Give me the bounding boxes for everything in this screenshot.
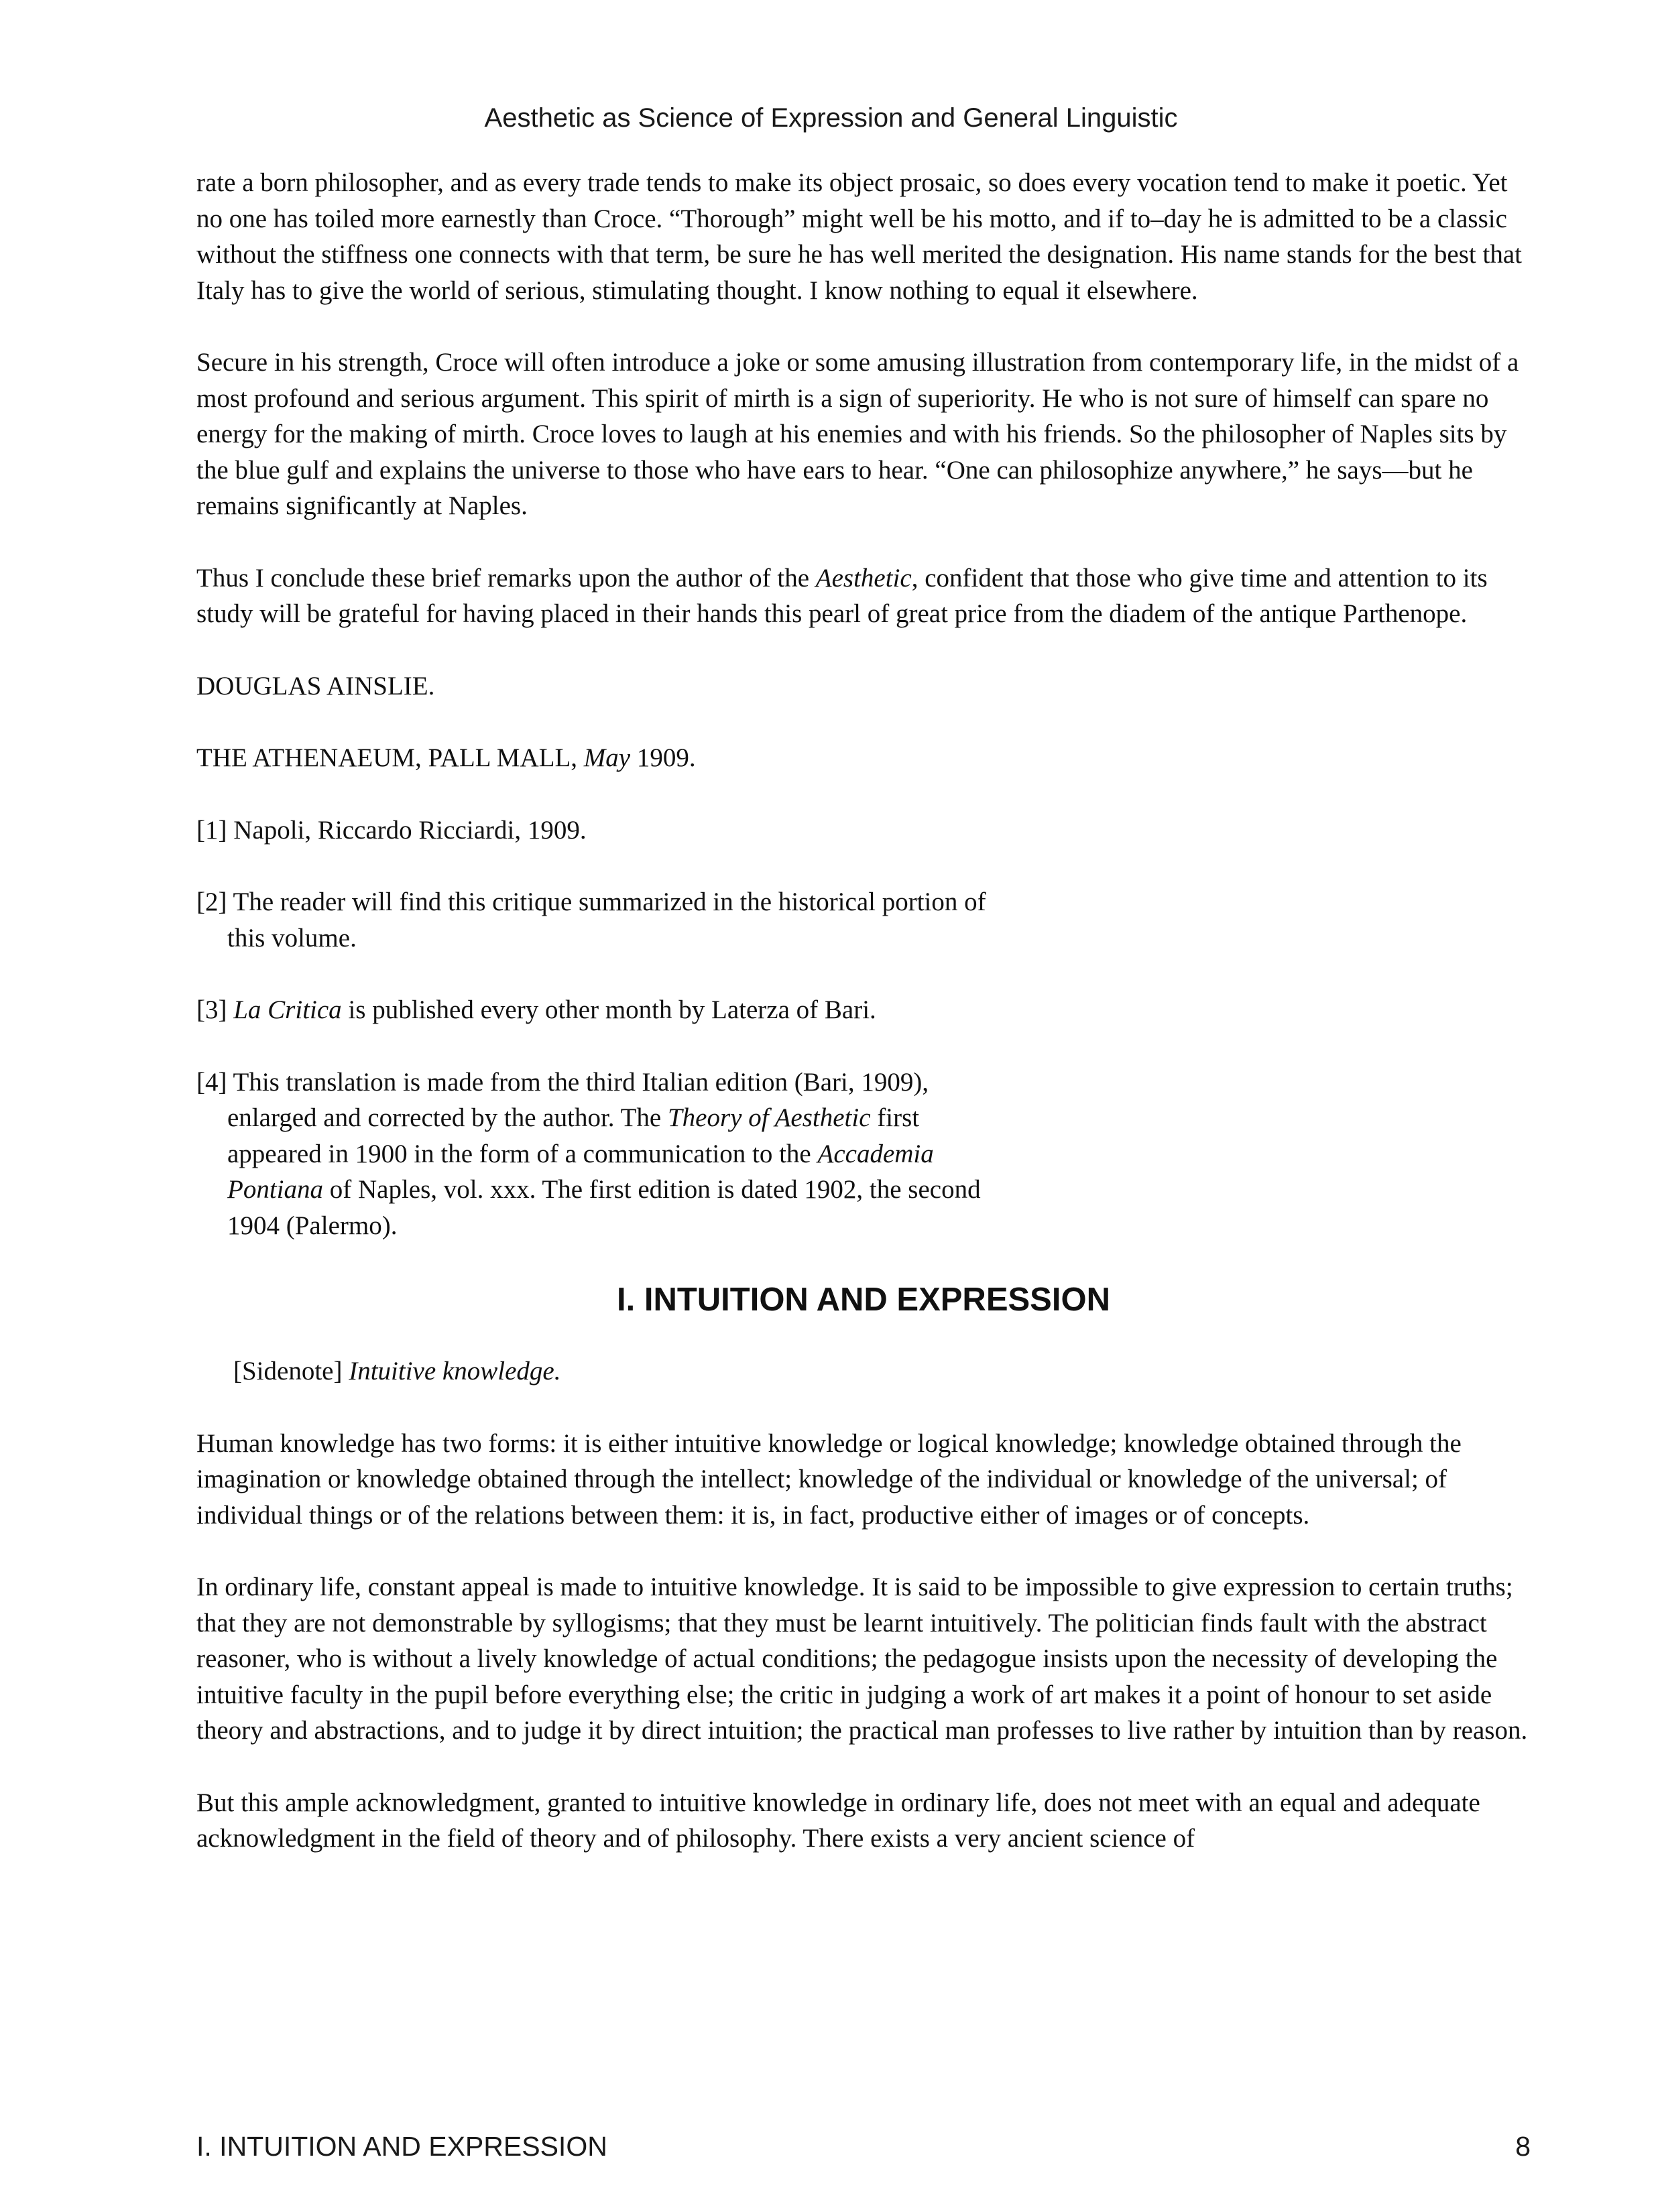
theory-of-aesthetic-italic: Theory of Aesthetic	[667, 1103, 871, 1132]
paragraph-acknowledgment: But this ample acknowledgment, granted to intuitive knowledge in ordinary life, does not meet with an equal and adequate acknowledgment in the field of theory and of philosophy. There exists a very ancient science of	[196, 1788, 1480, 1853]
footnote-3	[196, 992, 1018, 1028]
footer-section-title: I. INTUITION AND EXPRESSION	[196, 2131, 607, 2162]
signature: DOUGLAS AINSLIE.	[196, 671, 435, 700]
month-italic: May	[583, 743, 631, 772]
accademia-pontiana-italic: Accademia Pontiana	[227, 1139, 934, 1204]
footnote-4-text-a: [4] This translation is made from the third Italian edition (Bari, 1909), enlarged and corrected by the author. The	[196, 1067, 929, 1132]
paragraph-two-forms: Human knowledge has two forms: it is either intuitive knowledge or logical knowledge; knowledge obtained through the imagination or knowledge obtained through the intellect; knowledge of the individual or knowledge of the universal; of individual things or of the relations between them: it is, in fact, productive either of images or of concepts.	[196, 1428, 1462, 1530]
paragraph-conclusion	[196, 560, 1531, 632]
footnote-1: [1] Napoli, Riccardo Ricciardi, 1909.	[196, 815, 587, 845]
place-text: THE ATHENAEUM, PALL MALL,	[196, 743, 584, 772]
aesthetic-title-italic: Aesthetic	[815, 563, 912, 593]
footnote-4-text-b: first appeared in 1900 in the form of a communication to the	[227, 1103, 920, 1168]
chapter-heading: I. INTUITION AND EXPRESSION	[617, 1282, 1110, 1318]
paragraph-ordinary-life: In ordinary life, constant appeal is made to intuitive knowledge. It is said to be impossible to give expression to certain truths; that they are not demonstrable by syllogisms; that they must be learnt intuitively. The politician finds fault with the abstract reasoner, who is without a lively knowledge of actual conditions; the pedagogue insists upon the necessity of developing the intuitive faculty in the pupil before everything else; the critic in judging a work of art makes it a point of honour to set aside theory and abstractions, and to judge it by direct intuition; the practical man professes to live rather by intuition than by reason.	[196, 1573, 1528, 1745]
conclusion-text-b: , confident that those who give time and attention to its study will be grateful for having placed in their hands this pearl of great price from the diadem of the antique Parthenope.	[196, 563, 1488, 628]
page-body	[196, 165, 1531, 1893]
footnote-4	[196, 1064, 1018, 1244]
sidenote-italic: Intuitive knowledge.	[349, 1357, 561, 1386]
year-text: 1909.	[630, 743, 696, 772]
conclusion-text-a: Thus I conclude these brief remarks upon the author of the	[196, 563, 816, 593]
footnote-4-text-c: of Naples, vol. xxx. The first edition is dated 1902, the second 1904 (Palermo).	[227, 1175, 981, 1240]
sidenote-label: [Sidenote]	[233, 1357, 349, 1386]
running-header: Aesthetic as Science of Expression and General Linguistic	[484, 103, 1178, 133]
page-number: 8	[1515, 2131, 1531, 2162]
la-critica-italic: La Critica	[233, 995, 342, 1024]
paragraph-croce-mirth: Secure in his strength, Croce will often introduce a joke or some amusing illustration from contemporary life, in the midst of a most profound and serious argument. This spirit of mirth is a sign of superiority. He who is not sure of himself can spare no energy for the making of mirth. Croce loves to laugh at his enemies and with his friends. So the philosopher of Naples sits by the blue gulf and explains the universe to those who have ears to hear. “One can philosophize anywhere,” he says—but he remains significantly at Naples.	[196, 348, 1519, 520]
footnote-2: [2] The reader will find this critique summarized in the historical portion of this volume.	[196, 887, 986, 953]
place-and-date	[196, 740, 1531, 776]
footnote-3-marker: [3]	[196, 995, 234, 1024]
sidenote	[196, 1353, 1531, 1390]
footnote-3-text: is published every other month by Laterza of Bari.	[341, 995, 876, 1024]
paragraph-intro-continuation: rate a born philosopher, and as every trade tends to make its object prosaic, so does every vocation tend to make it poetic. Yet no one has toiled more earnestly than Croce. “Thorough” might well be his motto, and if to–day he is admitted to be a classic without the stiffness one connects with that term, be sure he has well merited the designation. His name stands for the best that Italy has to give the world of serious, stimulating thought. I know nothing to equal it elsewhere.	[196, 168, 1522, 305]
